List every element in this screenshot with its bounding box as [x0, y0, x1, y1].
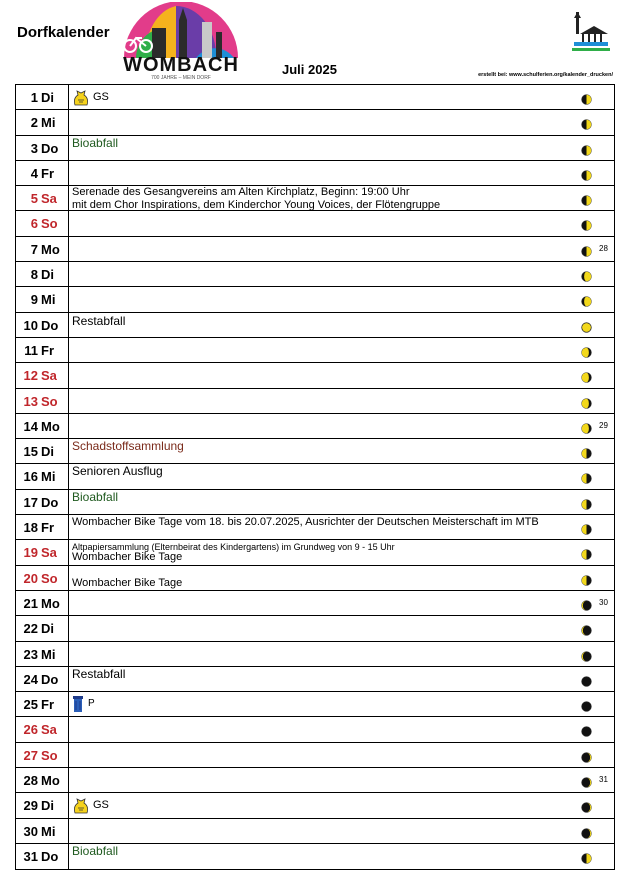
- column-divider: [68, 287, 69, 311]
- event-cell: [70, 464, 569, 488]
- column-divider: [68, 237, 69, 261]
- moon-phase-icon: [581, 370, 592, 381]
- building-emblem-icon: [570, 12, 612, 56]
- day-number: 7: [30, 241, 38, 257]
- calendar-row: [16, 363, 614, 388]
- moon-phase-icon: [581, 598, 592, 609]
- event-text: Senioren Ausflug: [72, 464, 163, 479]
- day-number: 2: [30, 115, 38, 131]
- event-text: Restabfall: [72, 313, 126, 328]
- weekday-label: Di: [41, 621, 54, 637]
- week-number: 29: [599, 420, 608, 430]
- event-cell: [70, 85, 569, 109]
- weekday-label: Sa: [41, 191, 57, 207]
- day-number: 6: [30, 216, 38, 232]
- event-text: Bioabfall: [72, 135, 119, 150]
- calendar-row: [16, 85, 614, 110]
- calendar-row: [16, 313, 614, 338]
- event-text: Wombacher Bike Tage vom 18. bis 20.07.2025, Ausrichter der Deutschen Meisterschaft im MTB: [72, 516, 539, 529]
- weekday-label: Fr: [41, 520, 54, 536]
- event-text: Altpapiersammlung (Elternbeirat des Kindergartens) im Grundweg von 9 - 15 Uhr: [72, 542, 395, 553]
- day-number: 29: [23, 798, 38, 814]
- event-text: Wombacher Bike Tage: [72, 576, 183, 589]
- event-text: Wombacher Bike Tage: [72, 551, 183, 564]
- day-number: 17: [23, 494, 38, 510]
- weekday-label: Mo: [41, 595, 60, 611]
- sack-icon: [72, 796, 90, 819]
- column-divider: [68, 464, 69, 488]
- moon-phase-icon: [581, 649, 592, 660]
- calendar-row: [16, 439, 614, 464]
- event-cell: [70, 667, 569, 691]
- calendar-row: [16, 110, 614, 135]
- calendar-row: [16, 667, 614, 692]
- day-number: 4: [30, 165, 38, 181]
- moon-phase-icon: [581, 446, 592, 457]
- moon-phase-icon: [581, 750, 592, 761]
- calendar-row: [16, 211, 614, 236]
- week-number: 30: [599, 597, 608, 607]
- day-number: 26: [23, 722, 38, 738]
- day-number: 10: [23, 317, 38, 333]
- village-logo-graphic: [116, 2, 246, 58]
- calendar-row: [16, 591, 614, 616]
- column-divider: [68, 566, 69, 590]
- event-text: Bioabfall: [72, 489, 119, 504]
- event-cell: [70, 616, 569, 640]
- event-cell: [70, 844, 569, 869]
- weekday-label: So: [41, 216, 58, 232]
- day-number: 28: [23, 773, 38, 789]
- moon-phase-icon: [581, 143, 592, 154]
- week-number: 31: [599, 775, 608, 785]
- calendar-row: [16, 540, 614, 565]
- moon-phase-icon: [581, 396, 592, 407]
- event-text: GS: [93, 799, 109, 812]
- calendar-row: [16, 161, 614, 186]
- column-divider: [68, 414, 69, 438]
- day-number: 16: [23, 469, 38, 485]
- event-cell: [70, 338, 569, 362]
- column-divider: [68, 717, 69, 741]
- moon-phase-icon: [581, 294, 592, 305]
- event-cell: [70, 262, 569, 286]
- weekday-label: Do: [41, 317, 59, 333]
- calendar-row: [16, 616, 614, 641]
- moon-phase-icon: [581, 522, 592, 533]
- moon-phase-icon: [581, 800, 592, 811]
- column-divider: [68, 439, 69, 463]
- event-cell: [70, 642, 569, 666]
- day-number: 20: [23, 570, 38, 586]
- calendar-row: [16, 287, 614, 312]
- weekday-label: Sa: [41, 368, 57, 384]
- weekday-label: Mi: [41, 292, 56, 308]
- moon-phase-icon: [581, 244, 592, 255]
- event-cell: [70, 692, 569, 716]
- day-number: 18: [23, 520, 38, 536]
- day-number: 9: [30, 292, 38, 308]
- event-cell: [70, 490, 569, 514]
- column-divider: [68, 844, 69, 869]
- day-number: 1: [30, 90, 38, 105]
- column-divider: [68, 692, 69, 716]
- calendar-row: [16, 136, 614, 161]
- column-divider: [68, 262, 69, 286]
- weekday-label: Do: [41, 494, 59, 510]
- weekday-label: So: [41, 570, 58, 586]
- column-divider: [68, 110, 69, 134]
- weekday-label: Do: [41, 671, 59, 687]
- moon-phase-icon: [581, 826, 592, 837]
- event-cell: [70, 237, 569, 261]
- weekday-label: So: [41, 393, 58, 409]
- event-text: Serenade des Gesangvereins am Alten Kirchplatz, Beginn: 19:00 Uhr: [72, 186, 410, 199]
- event-cell: [70, 389, 569, 413]
- column-divider: [68, 616, 69, 640]
- column-divider: [68, 186, 69, 210]
- calendar-row: [16, 389, 614, 414]
- day-number: 25: [23, 697, 38, 713]
- day-number: 5: [30, 191, 38, 207]
- event-cell: [70, 819, 569, 843]
- moon-phase-icon: [581, 699, 592, 710]
- event-cell: [70, 161, 569, 185]
- moon-phase-icon: [581, 497, 592, 508]
- calendar-row: [16, 464, 614, 489]
- moon-phase-icon: [581, 573, 592, 584]
- calendar-row: [16, 338, 614, 363]
- calendar-row: [16, 186, 614, 211]
- event-text: mit dem Chor Inspirations, dem Kinderchor Young Voices, der Flötengruppe: [72, 199, 441, 212]
- bin-icon: [72, 695, 84, 718]
- day-number: 23: [23, 646, 38, 662]
- column-divider: [68, 313, 69, 337]
- moon-phase-icon: [581, 421, 592, 432]
- moon-phase-icon: [581, 674, 592, 685]
- credit-text: erstellt bei: www.schulferien.org/kalender_drucken/: [478, 72, 613, 78]
- calendar-row: [16, 793, 614, 818]
- calendar-table: [15, 84, 615, 870]
- weekday-label: Fr: [41, 342, 54, 358]
- moon-phase-icon: [581, 193, 592, 204]
- day-number: 30: [23, 823, 38, 839]
- logo-tagline: 700 JAHRE – MEIN DORF: [151, 75, 211, 81]
- column-divider: [68, 211, 69, 235]
- moon-phase-icon: [581, 168, 592, 179]
- day-number: 27: [23, 747, 38, 763]
- weekday-label: Do: [41, 848, 59, 864]
- calendar-row: [16, 237, 614, 262]
- event-cell: [70, 515, 569, 539]
- day-number: 8: [30, 267, 38, 283]
- day-number: 31: [23, 848, 38, 864]
- calendar-row: [16, 515, 614, 540]
- moon-phase-icon: [581, 851, 592, 862]
- column-divider: [68, 793, 69, 817]
- day-number: 11: [24, 342, 38, 358]
- calendar-row: [16, 262, 614, 287]
- weekday-label: Fr: [41, 165, 54, 181]
- column-divider: [68, 515, 69, 539]
- moon-phase-icon: [581, 345, 592, 356]
- weekday-label: Di: [41, 444, 54, 460]
- day-number: 12: [23, 368, 38, 384]
- event-cell: [70, 566, 569, 590]
- event-text: Restabfall: [72, 666, 126, 681]
- moon-phase-icon: [581, 92, 592, 103]
- event-text: Bioabfall: [72, 843, 119, 858]
- sack-icon: [72, 88, 90, 111]
- event-cell: [70, 717, 569, 741]
- weekday-label: So: [41, 747, 58, 763]
- moon-phase-icon: [581, 320, 592, 331]
- day-number: 22: [23, 621, 38, 637]
- day-number: 13: [23, 393, 38, 409]
- calendar-row: [16, 566, 614, 591]
- column-divider: [68, 363, 69, 387]
- event-cell: [70, 313, 569, 337]
- weekday-label: Mo: [41, 241, 60, 257]
- moon-phase-icon: [581, 471, 592, 482]
- calendar-row: [16, 819, 614, 844]
- column-divider: [68, 667, 69, 691]
- event-cell: [70, 211, 569, 235]
- column-divider: [68, 161, 69, 185]
- moon-phase-icon: [581, 623, 592, 634]
- event-cell: [70, 768, 569, 792]
- event-cell: [70, 743, 569, 767]
- event-cell: [70, 186, 569, 210]
- weekday-label: Mi: [41, 646, 56, 662]
- day-number: 3: [30, 140, 38, 156]
- logo-wordmark: WOMBACH: [123, 54, 239, 76]
- column-divider: [68, 540, 69, 564]
- calendar-row: [16, 743, 614, 768]
- column-divider: [68, 591, 69, 615]
- weekday-label: Sa: [41, 722, 57, 738]
- weekday-label: Do: [41, 140, 59, 156]
- week-number: 28: [599, 243, 608, 253]
- calendar-row: [16, 490, 614, 515]
- wombach-logo: [116, 2, 246, 84]
- weekday-label: Mi: [41, 115, 56, 131]
- column-divider: [68, 819, 69, 843]
- moon-phase-icon: [581, 724, 592, 735]
- event-cell: [70, 136, 569, 160]
- calendar-row: [16, 642, 614, 667]
- day-number: 19: [23, 545, 38, 561]
- column-divider: [68, 389, 69, 413]
- weekday-label: Mi: [41, 469, 56, 485]
- moon-phase-icon: [581, 269, 592, 280]
- event-cell: [70, 591, 569, 615]
- moon-phase-icon: [581, 218, 592, 229]
- weekday-label: Fr: [41, 697, 54, 713]
- weekday-label: Di: [41, 798, 54, 814]
- event-cell: [70, 363, 569, 387]
- weekday-label: Sa: [41, 545, 57, 561]
- event-text: P: [88, 698, 95, 710]
- event-cell: [70, 793, 569, 817]
- weekday-label: Mo: [41, 418, 60, 434]
- column-divider: [68, 490, 69, 514]
- event-cell: [70, 439, 569, 463]
- event-cell: [70, 540, 569, 564]
- moon-phase-icon: [581, 117, 592, 128]
- page-title: Dorfkalender: [17, 24, 110, 41]
- day-number: 15: [23, 444, 38, 460]
- event-cell: [70, 110, 569, 134]
- calendar-row: [16, 414, 614, 439]
- column-divider: [68, 338, 69, 362]
- event-text: GS: [93, 91, 109, 103]
- column-divider: [68, 136, 69, 160]
- column-divider: [68, 743, 69, 767]
- calendar-row: [16, 692, 614, 717]
- event-cell: [70, 414, 569, 438]
- event-cell: [70, 287, 569, 311]
- calendar-row: [16, 844, 614, 869]
- moon-phase-icon: [581, 775, 592, 786]
- day-number: 14: [23, 418, 38, 434]
- weekday-label: Di: [41, 90, 54, 105]
- column-divider: [68, 85, 69, 109]
- calendar-row: [16, 717, 614, 742]
- weekday-label: Mi: [41, 823, 56, 839]
- weekday-label: Di: [41, 267, 54, 283]
- moon-phase-icon: [581, 547, 592, 558]
- column-divider: [68, 768, 69, 792]
- day-number: 24: [23, 671, 38, 687]
- event-text: Schadstoffsammlung: [72, 439, 184, 454]
- month-label: Juli 2025: [282, 62, 337, 77]
- day-number: 21: [23, 595, 38, 611]
- calendar-row: [16, 768, 614, 793]
- weekday-label: Mo: [41, 773, 60, 789]
- column-divider: [68, 642, 69, 666]
